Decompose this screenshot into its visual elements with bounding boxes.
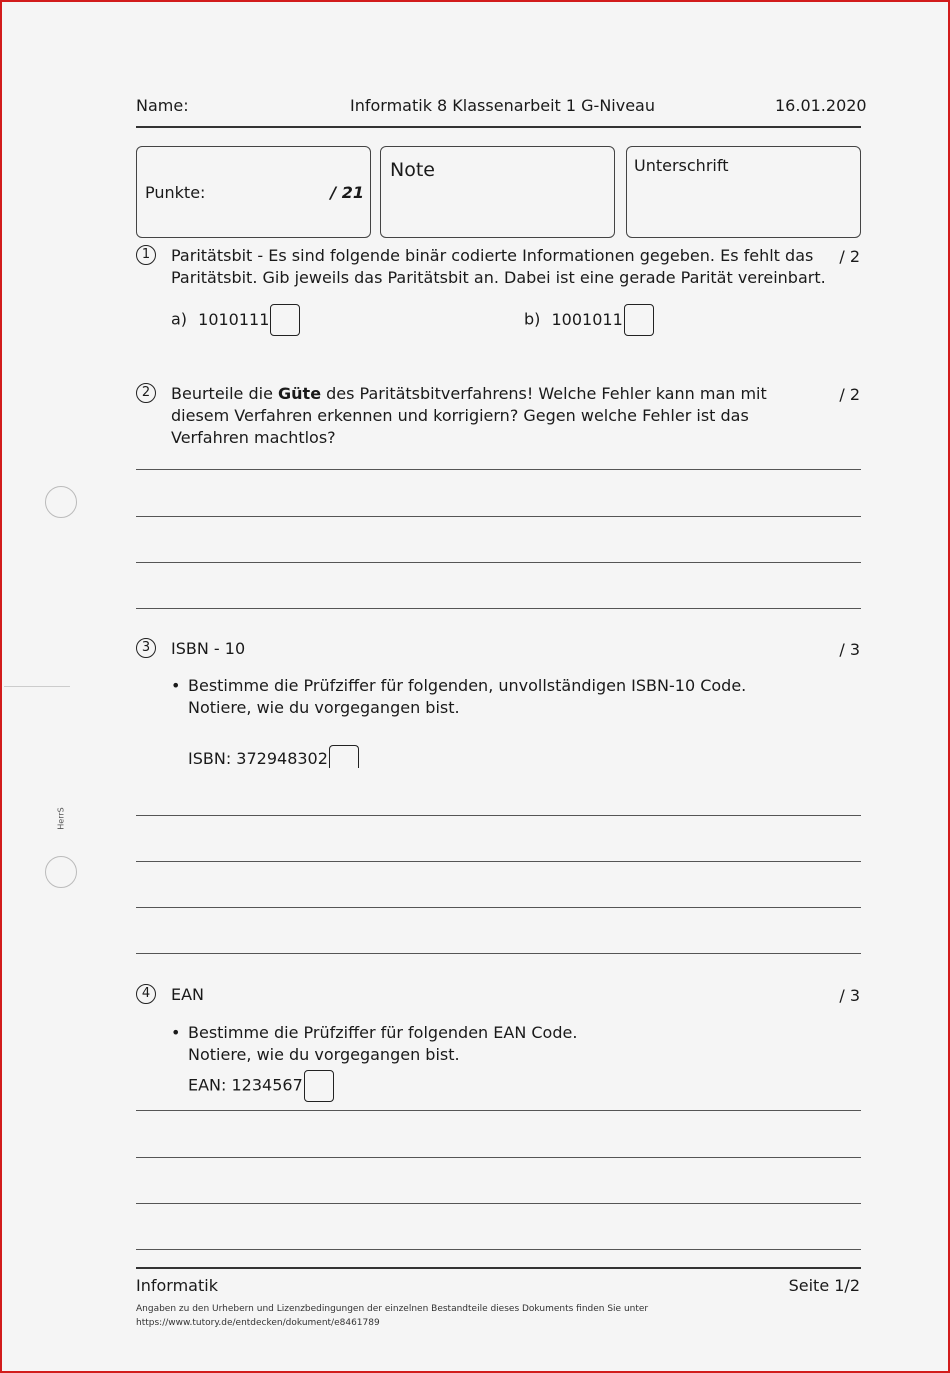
ean-code-row <box>188 1070 334 1102</box>
footer-divider <box>136 1267 861 1269</box>
bullet-icon: • <box>171 1023 181 1042</box>
worksheet-title: Informatik 8 Klassenarbeit 1 G-Niveau <box>350 96 655 115</box>
fold-mark <box>4 686 70 687</box>
note-box <box>380 146 615 238</box>
question-1-line-2: Paritätsbit. Gib jeweils das Paritätsbit an. Dabei ist eine gerade Parität vereinbart. <box>171 268 826 287</box>
answer-line[interactable] <box>136 562 861 563</box>
question-4-points: / 3 <box>839 986 860 1005</box>
answer-1a-label: a) <box>171 309 188 329</box>
answer-1a-box[interactable] <box>270 304 300 336</box>
punkte-label: Punkte: <box>145 183 206 202</box>
isbn-code-row <box>188 745 359 768</box>
question-2-line-3: Verfahren machtlos? <box>171 428 336 447</box>
question-3-title: ISBN - 10 <box>171 639 246 658</box>
answer-1b-box[interactable] <box>624 304 654 336</box>
author-side-label: HerrS <box>56 807 66 830</box>
name-label: Name: <box>136 96 189 115</box>
ean-code: EAN: 1234567 <box>188 1075 303 1095</box>
question-2-text <box>171 383 767 449</box>
question-3-task-line-2: Notiere, wie du vorgegangen bist. <box>188 698 460 717</box>
question-number-1: 1 <box>136 245 156 265</box>
answer-line[interactable] <box>136 608 861 609</box>
answer-1b-label: b) <box>524 309 541 329</box>
question-2-text-post: des Paritätsbitverfahrens! Welche Fehler kann man mit <box>321 384 767 403</box>
question-1-points: / 2 <box>839 247 860 266</box>
signature-label: Unterschrift <box>634 156 729 175</box>
answer-line[interactable] <box>136 815 861 816</box>
isbn-code: ISBN: 372948302 <box>188 749 328 768</box>
question-1-text <box>171 245 826 289</box>
isbn-check-digit-box[interactable] <box>329 745 359 768</box>
answer-line[interactable] <box>136 1157 861 1158</box>
question-3-task <box>171 675 746 719</box>
answer-line[interactable] <box>136 516 861 517</box>
question-4-title: EAN <box>171 985 205 1004</box>
punkte-total: / 21 <box>330 183 364 202</box>
header-divider <box>136 126 861 128</box>
question-4-task-line-2: Notiere, wie du vorgegangen bist. <box>188 1045 460 1064</box>
question-2-line-1 <box>171 383 767 405</box>
answer-line[interactable] <box>136 1249 861 1250</box>
question-2-points: / 2 <box>839 385 860 404</box>
answer-1a <box>171 304 300 336</box>
question-2-text-pre: Beurteile die <box>171 384 279 403</box>
question-4-task <box>171 1022 577 1066</box>
question-3-points: / 3 <box>839 640 860 659</box>
question-number-3: 3 <box>136 638 156 658</box>
answer-1a-code: 1010111 <box>198 309 270 329</box>
answer-line[interactable] <box>136 907 861 908</box>
question-4-task-line-1: Bestimme die Prüfziffer für folgenden EAN Code. <box>188 1023 578 1042</box>
answer-line[interactable] <box>136 469 861 470</box>
bullet-icon: • <box>171 676 181 695</box>
footer-subject: Informatik <box>136 1276 218 1295</box>
ean-check-digit-box[interactable] <box>304 1070 334 1102</box>
answer-line[interactable] <box>136 1110 861 1111</box>
footer-credit-link[interactable]: https://www.tutory.de/entdecken/dokument/e8461789 <box>136 1318 380 1328</box>
note-label: Note <box>390 159 435 181</box>
punch-hole-icon <box>45 856 77 888</box>
signature-box <box>626 146 861 238</box>
question-1-line-1: Paritätsbit - Es sind folgende binär codierte Informationen gegeben. Es fehlt das <box>171 246 814 265</box>
answer-line[interactable] <box>136 953 861 954</box>
answer-1b-code: 1001011 <box>551 309 623 329</box>
question-number-4: 4 <box>136 984 156 1004</box>
answer-line[interactable] <box>136 861 861 862</box>
footer-credit <box>136 1304 648 1328</box>
question-2-line-2: diesem Verfahren erkennen und korrigiern? Gegen welche Fehler ist das <box>171 406 749 425</box>
question-number-2: 2 <box>136 383 156 403</box>
answer-line[interactable] <box>136 1203 861 1204</box>
punch-hole-icon <box>45 486 77 518</box>
exam-date: 16.01.2020 <box>775 96 867 115</box>
footer-page-number: Seite 1/2 <box>788 1276 860 1295</box>
answer-1b <box>524 304 654 336</box>
question-2-bold-term: Güte <box>278 384 322 403</box>
punkte-box <box>136 146 371 238</box>
footer-credit-line-1: Angaben zu den Urhebern und Lizenzbedingungen der einzelnen Bestandteile dieses Dokuments finden Sie unter <box>136 1304 649 1314</box>
question-3-task-line-1: Bestimme die Prüfziffer für folgenden, unvollständigen ISBN-10 Code. <box>188 676 747 695</box>
